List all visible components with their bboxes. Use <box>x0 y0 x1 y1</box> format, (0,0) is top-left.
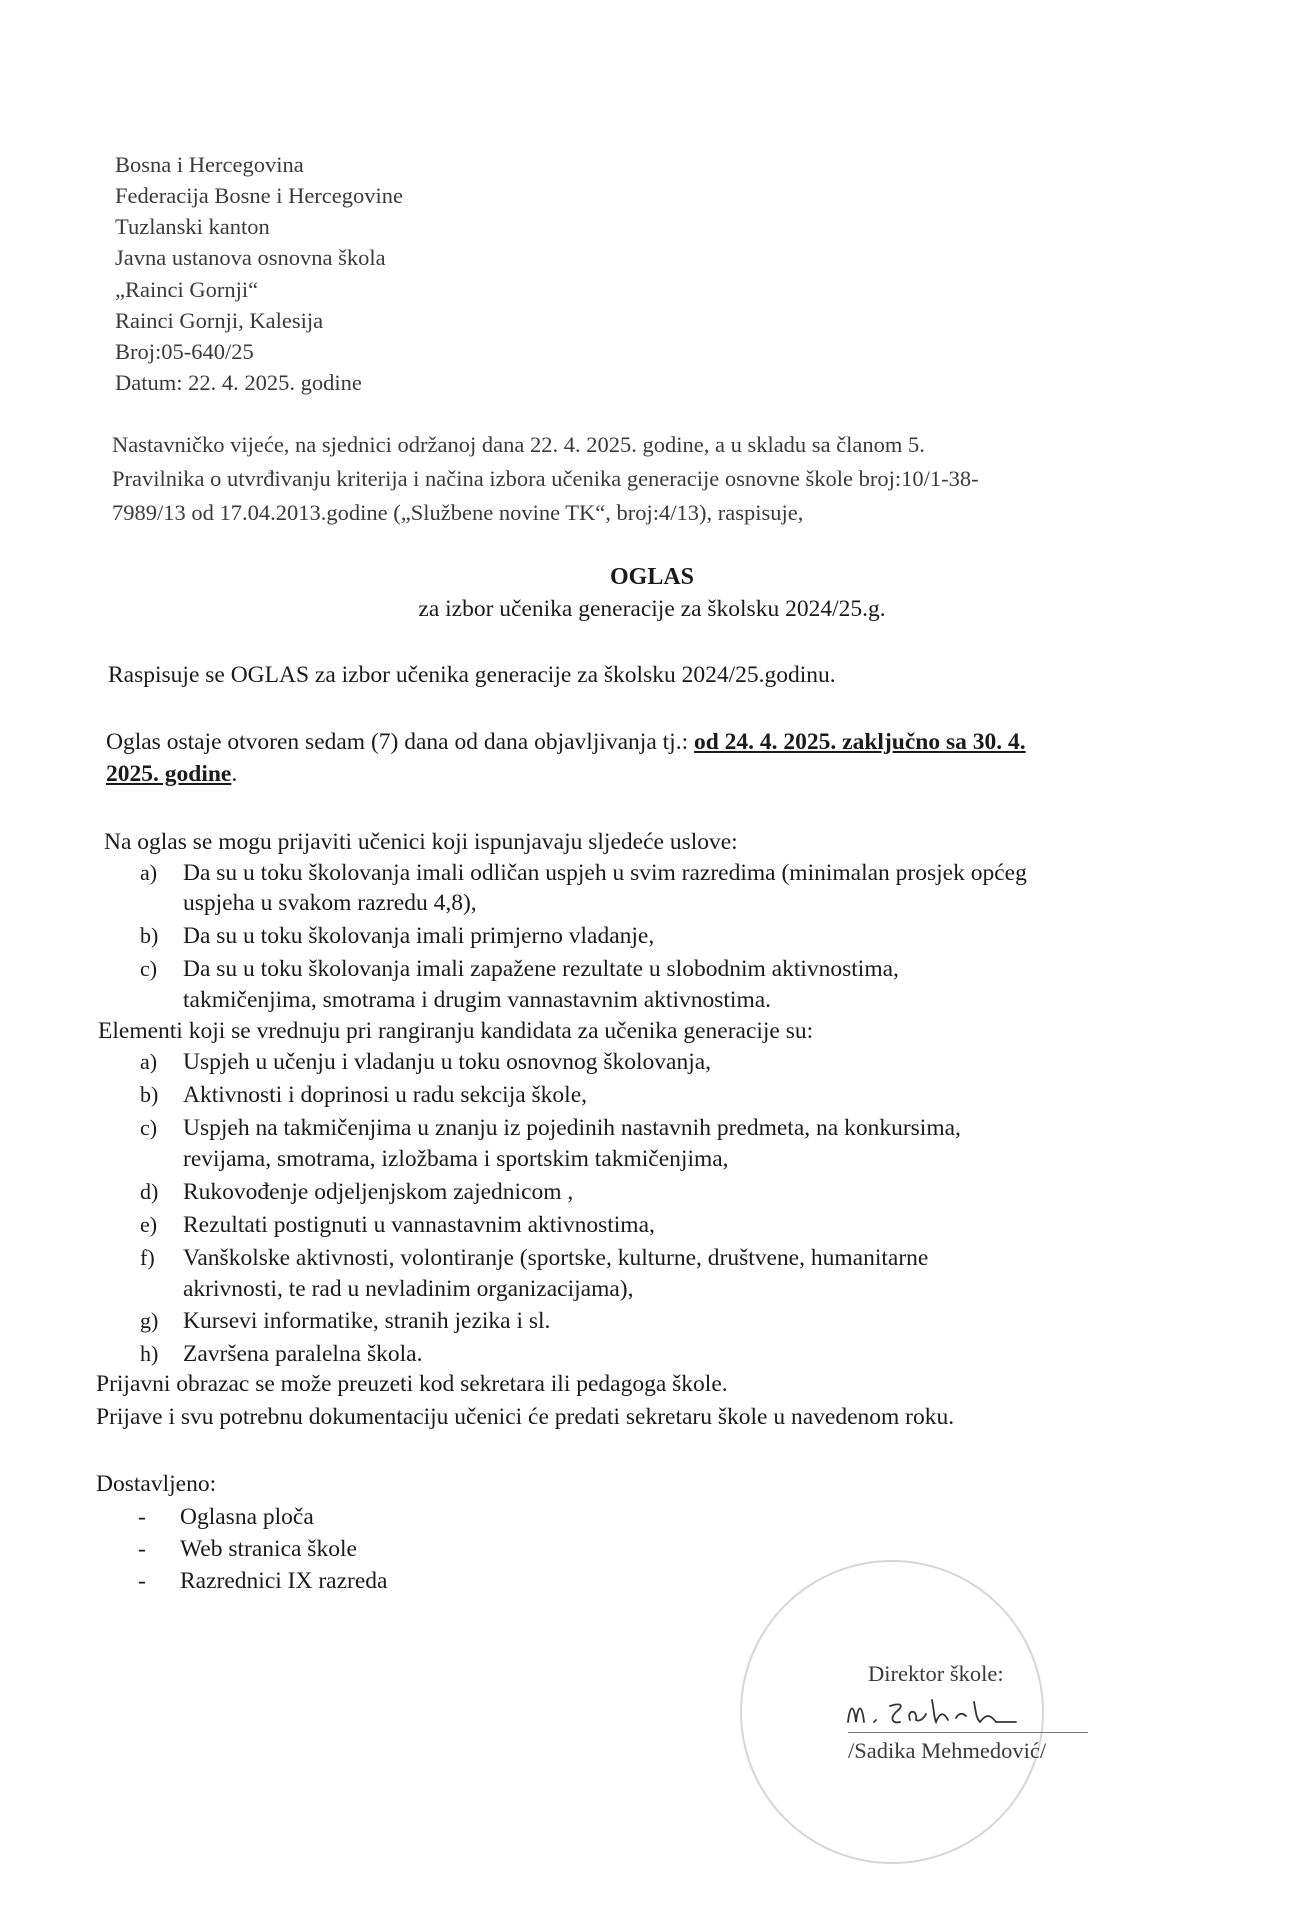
list-item-text: Uspjeh na takmičenjima u znanju iz pojedinih nastavnih predmeta, na konkursima, <box>183 1115 961 1141</box>
list-item-text: Završena paralelna škola. <box>183 1341 423 1367</box>
list-item-label: c) <box>140 1115 158 1140</box>
signature-role: Direktor škole: <box>868 1661 1004 1686</box>
document-title: OGLAS <box>609 564 695 590</box>
header-line-address: Rainci Gornji, Kalesija <box>115 308 324 333</box>
list-item-label: a) <box>140 860 158 885</box>
list-item-text: Rezultati postignuti u vannastavnim aktivnostima, <box>183 1212 655 1238</box>
list-item-text: Uspjeh u učenju i vladanju u toku osnovnog školovanja, <box>183 1049 712 1075</box>
signer-name: /Sadika Mehmedović/ <box>848 1738 1047 1763</box>
delivered-item: Web stranica škole <box>180 1536 357 1562</box>
list-item-text: Da su u toku školovanja imali odličan uspjeh u svim razredima (minimalan prosjek općeg <box>183 860 1027 886</box>
list-item-label: d) <box>140 1179 159 1204</box>
elements-intro: Elementi koji se vrednuju pri rangiranju kandidata za učenika generacije su: <box>98 1018 814 1044</box>
list-item-label: h) <box>140 1341 159 1366</box>
list-item-label: e) <box>140 1212 158 1237</box>
header-line-country: Bosna i Hercegovina <box>115 152 304 177</box>
intro-line: 7989/13 od 17.04.2013.godine („Službene novine TK“, broj:4/13), raspisuje, <box>112 500 804 525</box>
list-item-text: Da su u toku školovanja imali primjerno vladanje, <box>183 923 655 949</box>
header-line-federation: Federacija Bosne i Hercegovine <box>115 183 404 208</box>
delivered-item: Oglasna ploča <box>180 1504 314 1530</box>
list-item-label: a) <box>140 1049 158 1074</box>
list-item-text: akrivnosti, te rad u nevladinim organizacijama), <box>183 1276 634 1302</box>
list-item-label: b) <box>140 923 159 948</box>
deadline-prefix: Oglas ostaje otvoren sedam (7) dana od dana objavljivanja tj.: <box>106 729 694 755</box>
announcement-text: Raspisuje se OGLAS za izbor učenika generacije za školsku 2024/25.godinu. <box>108 662 836 688</box>
list-item-label: c) <box>140 956 158 981</box>
header-line-canton: Tuzlanski kanton <box>115 214 270 239</box>
list-item-text: Da su u toku školovanja imali zapažene rezultate u slobodnim aktivnostima, <box>183 956 899 982</box>
list-item-text: uspjeha u svakom razredu 4,8), <box>183 890 477 916</box>
delivered-bullet: - <box>138 1568 146 1594</box>
list-item-label: g) <box>140 1308 159 1333</box>
list-item-label: f) <box>140 1245 155 1270</box>
delivered-heading: Dostavljeno: <box>96 1471 217 1497</box>
delivered-item: Razrednici IX razreda <box>180 1568 388 1594</box>
deadline-year: 2025. godine <box>106 761 232 787</box>
list-item-label: b) <box>140 1082 159 1107</box>
list-item-text: Rukovođenje odjeljenjskom zajednicom , <box>183 1179 574 1205</box>
conditions-intro: Na oglas se mogu prijaviti učenici koji ispunjavaju sljedeće uslove: <box>104 829 738 855</box>
list-item-text: Kursevi informatike, stranih jezika i sl. <box>183 1308 551 1334</box>
intro-line: Nastavničko vijeće, na sjednici održanoj dana 22. 4. 2025. godine, a u skladu sa članom 5. <box>112 432 925 457</box>
list-item-text: Vanškolske aktivnosti, volontiranje (sportske, kulturne, društvene, humanitarne <box>183 1245 929 1271</box>
deadline-line-1 <box>106 728 1026 756</box>
intro-line: Pravilnika o utvrđivanju kriterija i načina izbora učenika generacije osnovne škole broj:10/1-38- <box>112 466 979 491</box>
closing-line-form: Prijavni obrazac se može preuzeti kod sekretara ili pedagoga škole. <box>96 1371 728 1397</box>
deadline-dates: od 24. 4. 2025. zaključno sa 30. 4. <box>693 729 1026 755</box>
list-item-text: revijama, smotrama, izložbama i sportskim takmičenjima, <box>183 1146 729 1172</box>
header-line-school-name: „Rainci Gornji“ <box>115 277 259 302</box>
signature-line <box>848 1732 1088 1733</box>
delivered-bullet: - <box>138 1504 146 1530</box>
list-item-text: Aktivnosti i doprinosi u radu sekcija škole, <box>183 1082 588 1108</box>
deadline-line-2 <box>106 760 237 788</box>
list-item-text: takmičenjima, smotrama i drugim vannastavnim aktivnostima. <box>183 987 772 1013</box>
document-subtitle: za izbor učenika generacije za školsku 2024/25.g. <box>418 596 886 622</box>
header-line-institution: Javna ustanova osnovna škola <box>115 245 386 270</box>
delivered-bullet: - <box>138 1536 146 1562</box>
deadline-suffix: . <box>231 761 238 787</box>
closing-line-submission: Prijave i svu potrebnu dokumentaciju učenici će predati sekretaru škole u navedenom roku. <box>96 1404 955 1430</box>
header-line-number: Broj:05-640/25 <box>115 339 254 364</box>
header-line-date: Datum: 22. 4. 2025. godine <box>115 370 362 395</box>
